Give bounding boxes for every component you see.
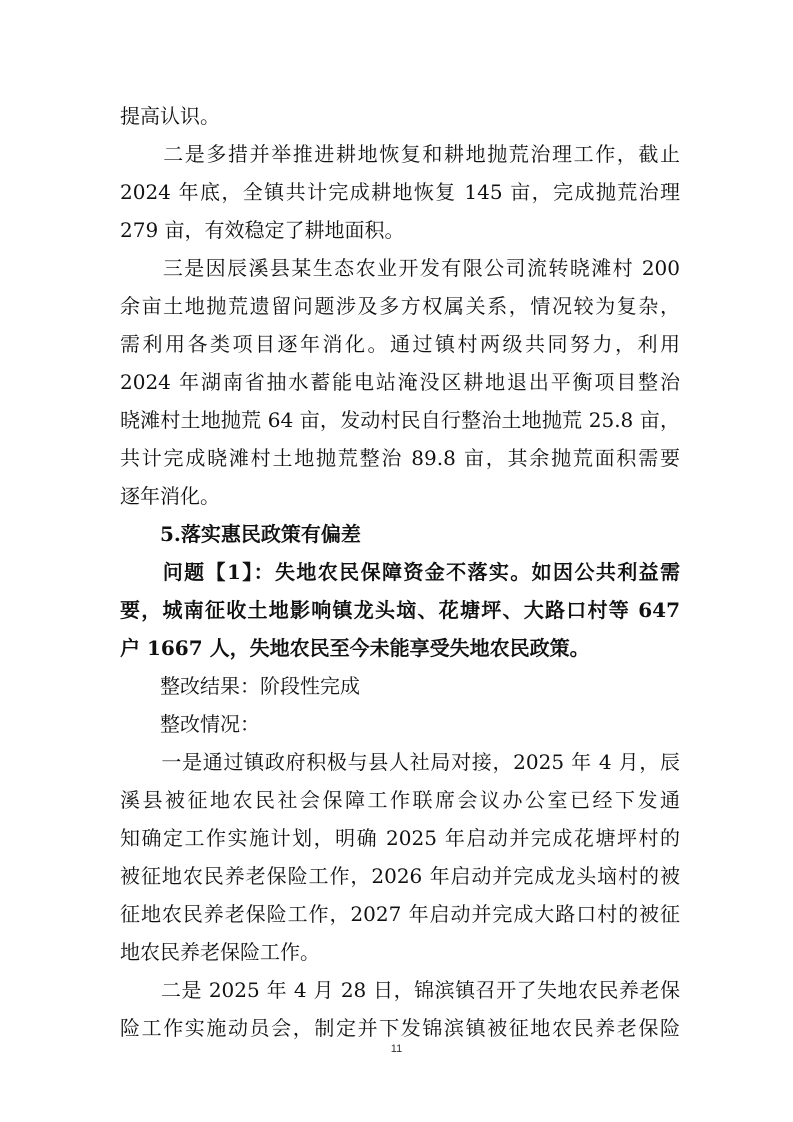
paragraph-line: 二是 2025 年 4 月 28 日，锦滨镇召开了失地农民养老保 [120, 978, 680, 1002]
paragraph-line: 余亩土地抛荒遗留问题涉及多方权属关系，情况较为复杂， [120, 294, 680, 318]
paragraph-line: 被征地农民养老保险工作，2026 年启动并完成龙头垴村的被 [120, 864, 680, 888]
paragraph-line: 一是通过镇政府积极与县人社局对接，2025 年 4 月，辰 [120, 750, 680, 774]
page-number: 11 [390, 1043, 403, 1055]
rectification-status-label: 整改情况： [120, 712, 260, 736]
section-heading: 5.落实惠民政策有偏差 [120, 522, 361, 546]
paragraph-line: 征地农民养老保险工作，2027 年启动并完成大路口村的被征 [120, 902, 680, 926]
paragraph-line: 2024 年底，全镇共计完成耕地恢复 145 亩，完成抛荒治理 [120, 180, 680, 204]
rectification-result: 整改结果：阶段性完成 [120, 674, 360, 698]
paragraph-line: 逐年消化。 [120, 484, 220, 508]
paragraph-line: 279 亩，有效稳定了耕地面积。 [120, 218, 405, 242]
paragraph-line: 共计完成晓滩村土地抛荒整治 89.8 亩，其余抛荒面积需要 [120, 446, 680, 470]
paragraph-line: 险工作实施动员会，制定并下发锦滨镇被征地农民养老保险 [120, 1016, 680, 1040]
paragraph-line: 2024 年湖南省抽水蓄能电站淹没区耕地退出平衡项目整治 [120, 370, 680, 394]
paragraph-line: 需利用各类项目逐年消化。通过镇村两级共同努力，利用 [120, 332, 680, 356]
paragraph-line: 提高认识。 [120, 104, 220, 128]
problem-statement-line: 要，城南征收土地影响镇龙头垴、花塘坪、大路口村等 647 [120, 598, 680, 622]
problem-statement-line: 问题【1】：失地农民保障资金不落实。如因公共利益需 [120, 560, 680, 584]
paragraph-line: 溪县被征地农民社会保障工作联席会议办公室已经下发通 [120, 788, 680, 812]
problem-statement-line: 户 1667 人，失地农民至今未能享受失地农民政策。 [120, 636, 590, 660]
paragraph-line: 晓滩村土地抛荒 64 亩，发动村民自行整治土地抛荒 25.8 亩， [120, 408, 680, 432]
paragraph-line: 地农民养老保险工作。 [120, 940, 320, 964]
paragraph-line: 知确定工作实施计划，明确 2025 年启动并完成花塘坪村的 [120, 826, 680, 850]
paragraph-line: 二是多措并举推进耕地恢复和耕地抛荒治理工作，截止 [120, 142, 680, 166]
paragraph-line: 三是因辰溪县某生态农业开发有限公司流转晓滩村 200 [120, 256, 680, 280]
